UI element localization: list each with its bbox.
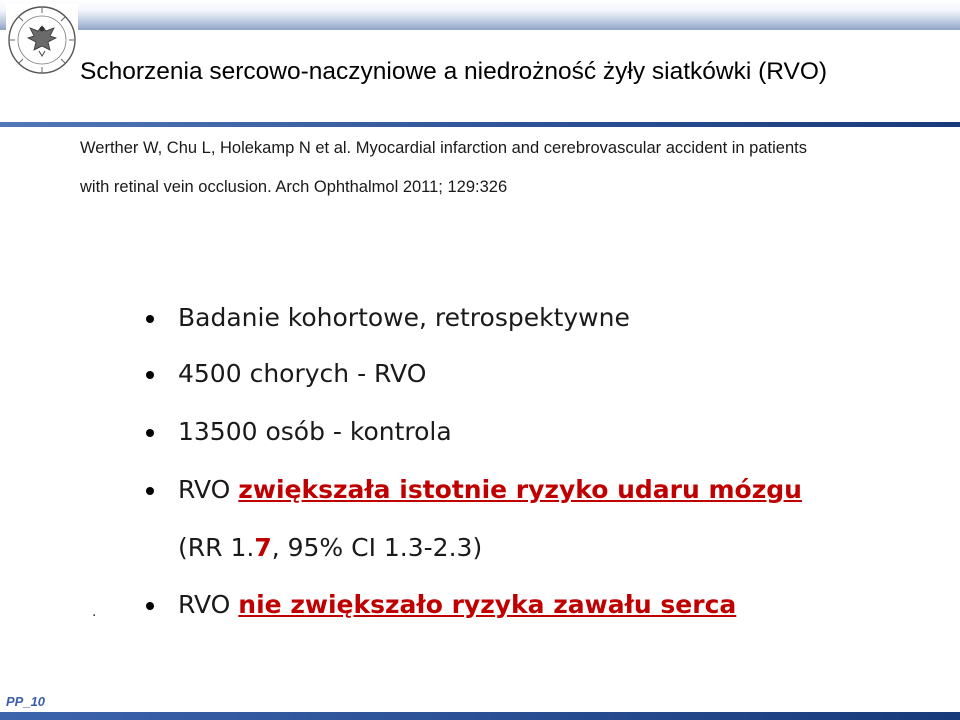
- title-underline: [0, 122, 960, 127]
- bullet-dot-icon: [146, 429, 154, 437]
- slide-title: Schorzenia sercowo-naczyniowe a niedrożność żyły siatkówki (RVO): [80, 58, 828, 85]
- ci-rr-dec: 7: [254, 533, 272, 562]
- bullet-dot-icon: [146, 602, 154, 610]
- bullet-text: 13500 osób - kontrola: [178, 417, 452, 446]
- reference-line-1: Werther W, Chu L, Holekamp N et al. Myocardial infarction and cerebrovascular accident in patients: [80, 139, 807, 157]
- bullet-dot-icon: [146, 315, 154, 323]
- footer-label: PP_10: [6, 694, 46, 709]
- bullet-prefix: RVO: [178, 475, 239, 504]
- bullet-prefix: RVO: [178, 590, 239, 619]
- bullet-text: 4500 chorych - RVO: [178, 359, 427, 388]
- header-band: [0, 0, 960, 30]
- bullet-text: [178, 590, 736, 619]
- ci-line: [178, 533, 482, 562]
- reference-line-2: with retinal vein occlusion. Arch Ophthalmol 2011; 129:326: [80, 178, 508, 196]
- bullet-dot-icon: [146, 371, 154, 379]
- university-seal-icon: [6, 4, 78, 76]
- bullet-highlight-infarction-risk: nie zwiększało ryzyka zawału serca: [238, 590, 737, 619]
- bullet-highlight-stroke-risk: zwiększała istotnie ryzyko udaru mózgu: [238, 475, 802, 504]
- ci-rr-int: 1.: [230, 533, 255, 562]
- ci-rest: , 95% CI 1.3-2.3): [271, 533, 483, 562]
- footer-band: [0, 712, 960, 720]
- bullet-text: Badanie kohortowe, retrospektywne: [178, 303, 630, 332]
- stray-mark: .: [92, 603, 97, 620]
- bullet-dot-icon: [146, 487, 154, 495]
- bullet-text: [178, 475, 802, 504]
- ci-open: (RR: [178, 533, 231, 562]
